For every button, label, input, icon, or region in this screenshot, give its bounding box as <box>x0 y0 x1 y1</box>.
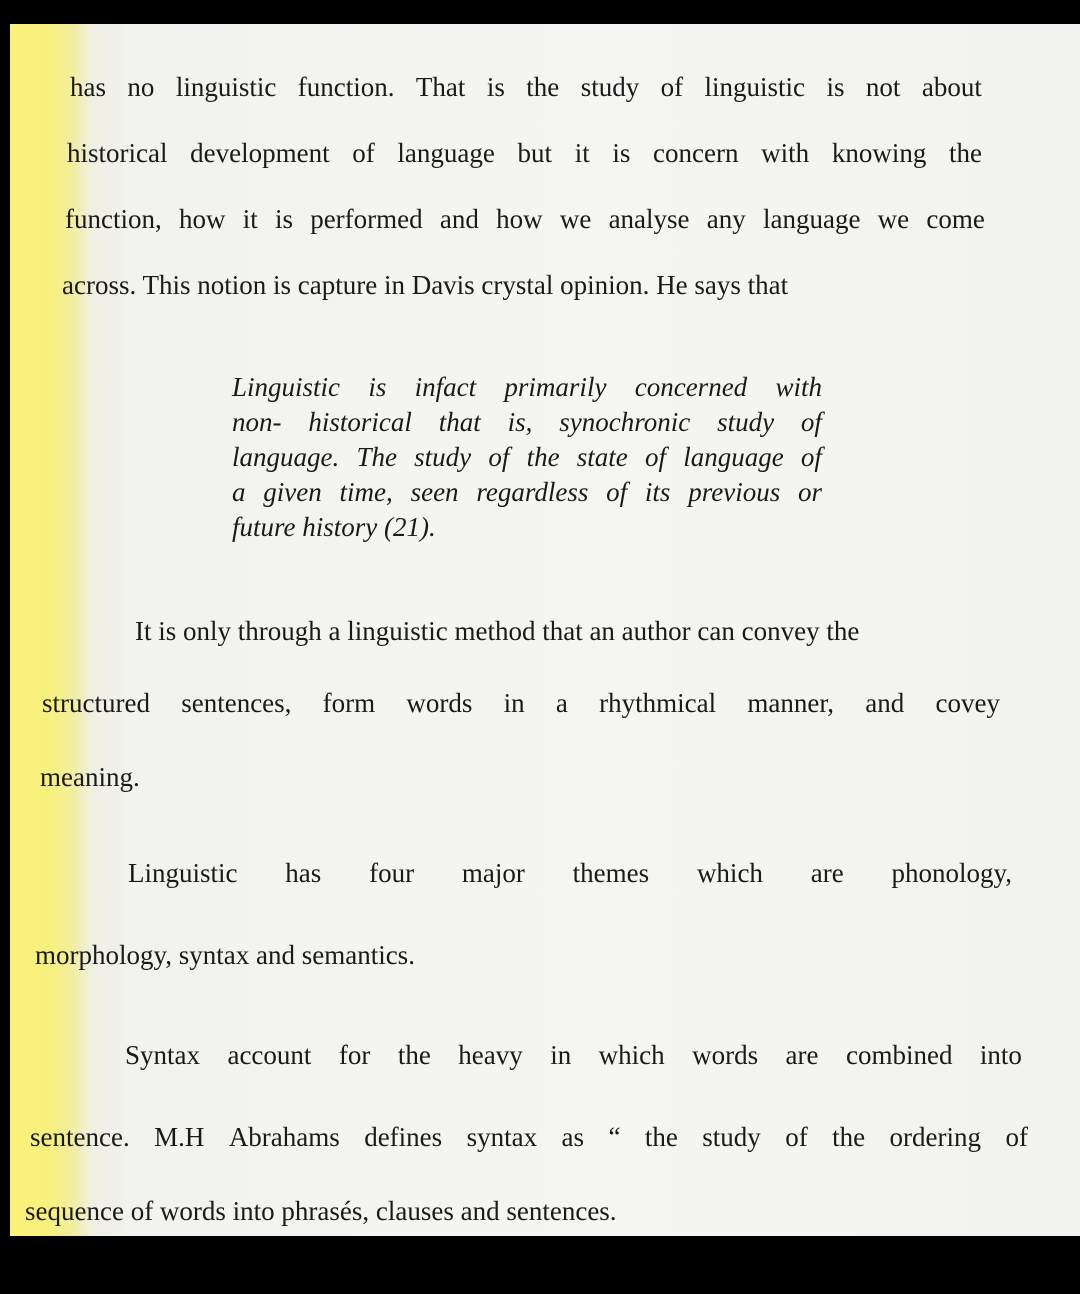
paragraph-1-line-4: across. This notion is capture in Davis crystal opinion. He says that <box>62 270 789 300</box>
paragraph-1-line-3: function, how it is performed and how we analyse any language we come <box>65 204 985 234</box>
paragraph-2-line-3: meaning. <box>40 762 140 792</box>
paragraph-3-line-1: Linguistic has four major themes which are phonology, <box>128 858 1012 888</box>
paragraph-1-line-1: has no linguistic function. That is the study of linguistic is not about <box>70 72 982 102</box>
paragraph-4-line-3: sequence of words into phrasés, clauses and sentences. <box>25 1196 617 1226</box>
block-quote <box>232 370 822 545</box>
document-page <box>10 24 1080 1236</box>
paragraph-1-line-2: historical development of language but it is concern with knowing the <box>67 138 982 168</box>
quote-line-2: non- historical that is, synochronic study of <box>232 407 822 437</box>
paragraph-4-line-2: sentence. M.H Abrahams defines syntax as “ the study of the ordering of <box>30 1122 1028 1152</box>
quote-line-5: future history (21). <box>232 512 436 542</box>
quote-line-3: language. The study of the state of language of <box>232 442 822 472</box>
quote-line-1: Linguistic is infact primarily concerned with <box>232 372 822 402</box>
paragraph-4-line-1: Syntax account for the heavy in which words are combined into <box>125 1040 1022 1070</box>
paragraph-2-line-1: It is only through a linguistic method that an author can convey the <box>135 616 860 646</box>
paragraph-3-line-2: morphology, syntax and semantics. <box>35 940 415 970</box>
quote-line-4: a given time, seen regardless of its previous or <box>232 477 822 507</box>
paragraph-2-line-2: structured sentences, form words in a rhythmical manner, and covey <box>42 688 1000 718</box>
